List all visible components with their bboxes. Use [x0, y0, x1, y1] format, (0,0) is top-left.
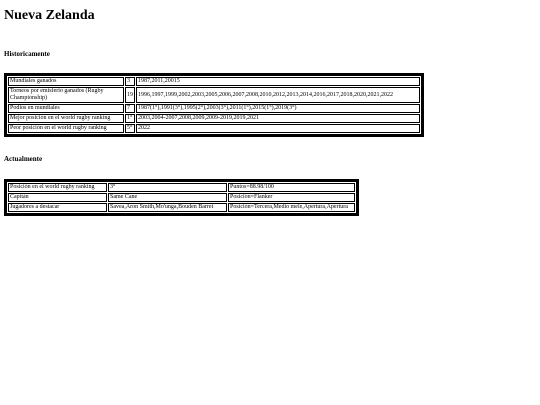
page-title: Nueva Zelanda [4, 8, 95, 23]
table-cell-label: Podios en mundiales [8, 104, 124, 113]
table-cell-detail: 1996,1997,1999,2002,2003,2005,2006,2007,2008,2010,2012,2013,2014,2016,2017,2018,2020,2021,2022 [136, 87, 420, 103]
table-cell-detail: Posición=Flanker [228, 193, 355, 202]
table-cell-label: Capitán [8, 193, 107, 202]
table-cell-detail: 1987(1°),1991(3°),1995(2°),2003(3°),2011(1°),2015(1°),2019(3°) [136, 104, 420, 113]
table-cell-detail: Posición=Tercera,Medio mele,Apertura,Apertura [228, 203, 355, 212]
table-cell-value: Savea,Aron Smith,Mo'unga,Bouden Barret [108, 203, 227, 212]
table-cell-detail: 2003,2004-2007,2008,2009,2009-2019,2019,2021 [136, 114, 420, 123]
table-row [8, 87, 420, 103]
table-row [8, 114, 420, 123]
table-cell-count: 7 [125, 104, 135, 113]
table-row [8, 124, 420, 133]
table-cell-count: 5° [125, 124, 135, 133]
section-heading-actual: Actualmente [4, 155, 43, 163]
table-cell-detail: Puntos=88.98/100 [228, 183, 355, 192]
table-cell-count: 3 [125, 77, 135, 86]
table-cell-value: Same Cane [108, 193, 227, 202]
table-cell-label: Torneos por emisferio ganados (Rugby Championship) [8, 87, 124, 103]
table-cell-label: Mejor posición en el world rugby ranking [8, 114, 124, 123]
table-cell-detail: 2022 [136, 124, 420, 133]
section-heading-historico: Historicamente [4, 50, 50, 58]
table-row [8, 183, 355, 192]
table-row [8, 104, 420, 113]
historico-table [4, 73, 424, 137]
table-cell-value: 3° [108, 183, 227, 192]
table-cell-count: 19 [125, 87, 135, 103]
table-row [8, 77, 420, 86]
actual-table [4, 179, 359, 216]
table-row [8, 193, 355, 202]
table-cell-label: Jugadores a destacar [8, 203, 107, 212]
table-cell-label: Peor posición en el world rugby ranking [8, 124, 124, 133]
table-cell-label: Posición en el world rugby ranking [8, 183, 107, 192]
table-row [8, 203, 355, 212]
table-cell-detail: 1987,2011,20015 [136, 77, 420, 86]
table-cell-count: 1° [125, 114, 135, 123]
table-cell-label: Mundiales ganados [8, 77, 124, 86]
